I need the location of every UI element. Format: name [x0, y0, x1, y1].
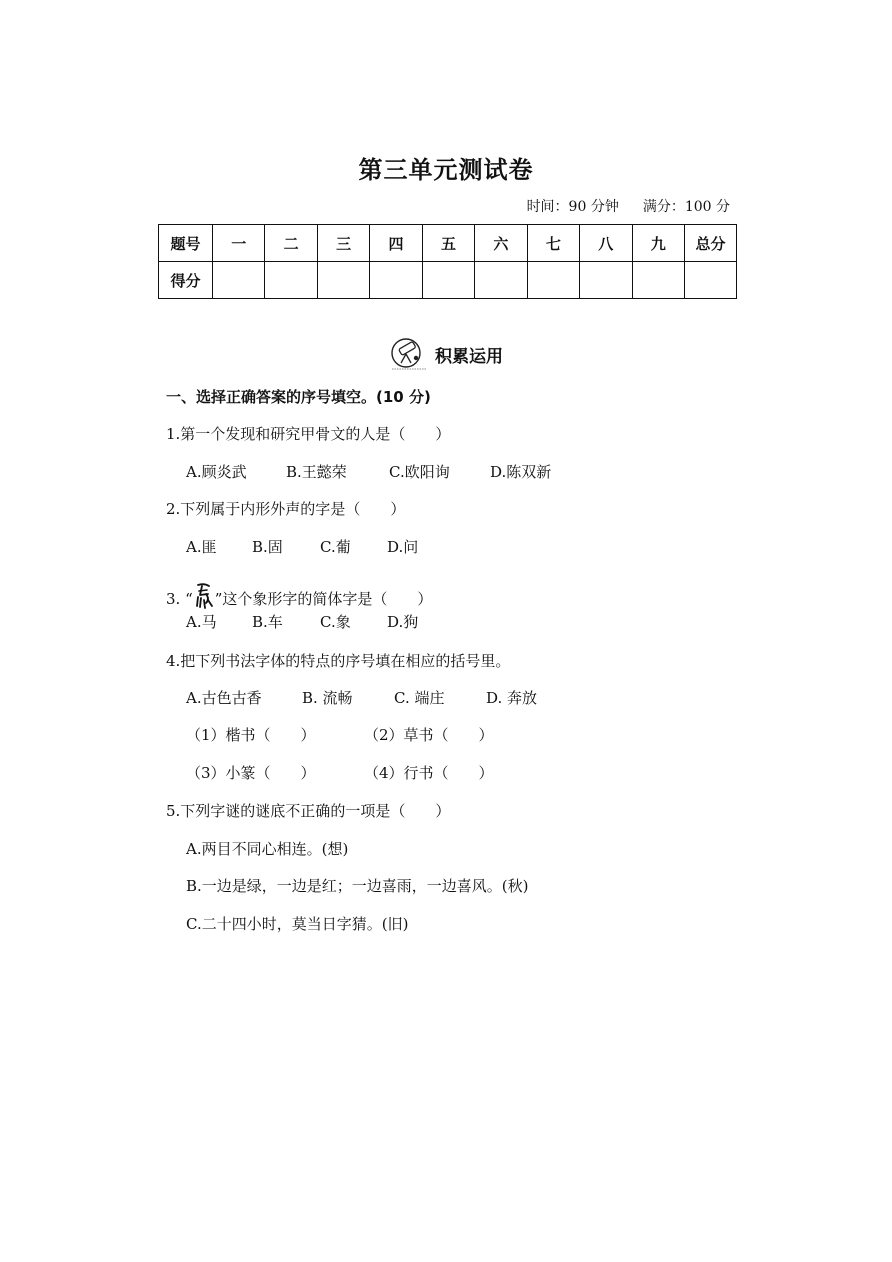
score-cell[interactable]: [475, 262, 527, 299]
option: B. 流畅: [302, 689, 353, 707]
question-3-stem: [166, 582, 432, 610]
fill-blank[interactable]: （1）楷书（ ）: [186, 726, 316, 744]
exam-time: 时间：90 分钟: [526, 199, 619, 215]
score-table-col: 二: [265, 225, 317, 262]
question-3-suffix: ”这个象形字的简体字是（ ）: [214, 590, 433, 608]
option: C.象: [320, 613, 351, 631]
telescope-emblem-icon: [389, 336, 429, 372]
score-table-col: 五: [422, 225, 474, 262]
score-table-col: 一: [213, 225, 265, 262]
option: B.固: [252, 538, 283, 556]
question-1-stem: 1.第一个发现和研究甲骨文的人是（ ）: [166, 425, 451, 443]
score-table-score-label: 得分: [159, 262, 213, 299]
score-table: [158, 224, 737, 299]
score-table-col: 六: [475, 225, 527, 262]
question-3-options: [186, 612, 418, 632]
option: C.葡: [320, 538, 351, 556]
score-cell[interactable]: [580, 262, 632, 299]
option: D.狗: [387, 613, 419, 631]
option: B.一边是绿，一边是红；一边喜雨，一边喜风。(秋): [186, 877, 529, 895]
score-table-header-label: 题号: [159, 225, 213, 262]
question-1-options: [186, 462, 551, 482]
question-3-prefix: 3. “: [166, 590, 193, 608]
question-2-options: [186, 537, 418, 557]
page-title: 第三单元测试卷: [358, 156, 534, 184]
option: A.匪: [186, 538, 217, 556]
question-2-stem: 2.下列属于内形外声的字是（ ）: [166, 500, 406, 518]
score-cell-total[interactable]: [685, 262, 737, 299]
question-4-blanks-row-2: [186, 763, 494, 783]
option: C.二十四小时，莫当日字猜。(旧): [186, 915, 409, 933]
question-4-stem: 4.把下列书法字体的特点的序号填在相应的括号里。: [166, 652, 511, 670]
exam-full-score: 满分：100 分: [642, 199, 730, 215]
option: A.古色古香: [186, 689, 262, 707]
option: A.顾炎武: [186, 463, 247, 481]
score-cell[interactable]: [422, 262, 474, 299]
score-cell[interactable]: [370, 262, 422, 299]
score-cell[interactable]: [527, 262, 579, 299]
score-table-score-row: [159, 262, 737, 299]
section-label: 积累运用: [435, 346, 503, 367]
option: D.问: [387, 538, 419, 556]
score-cell[interactable]: [213, 262, 265, 299]
question-5-stem: 5.下列字谜的谜底不正确的一项是（ ）: [166, 802, 451, 820]
exam-meta: [527, 196, 730, 216]
section-header: [0, 336, 892, 372]
option: A.马: [186, 613, 217, 631]
option: B.车: [252, 613, 283, 631]
score-cell[interactable]: [317, 262, 369, 299]
fill-blank[interactable]: （3）小篆（ ）: [186, 764, 316, 782]
score-table-col-total: 总分: [685, 225, 737, 262]
score-table-col: 九: [632, 225, 685, 262]
seal-script-horse-glyph-icon: [193, 582, 215, 610]
fill-blank[interactable]: （2）草书（ ）: [364, 726, 494, 744]
score-table-col: 七: [527, 225, 579, 262]
score-table-col: 八: [580, 225, 632, 262]
option: A.两目不同心相连。(想): [186, 840, 349, 858]
score-cell[interactable]: [265, 262, 317, 299]
score-table-col: 三: [317, 225, 369, 262]
score-cell[interactable]: [632, 262, 685, 299]
question-4-blanks-row-1: [186, 725, 494, 745]
option: D.陈双新: [490, 463, 552, 481]
option: C. 端庄: [394, 689, 445, 707]
fill-blank[interactable]: （4）行书（ ）: [364, 764, 494, 782]
question-4-options: [186, 688, 537, 708]
score-table-header-row: [159, 225, 737, 262]
option: B.王懿荣: [286, 463, 347, 481]
part-title: 一、选择正确答案的序号填空。(10 分): [166, 388, 431, 406]
option: D. 奔放: [486, 689, 538, 707]
option: C.欧阳询: [389, 463, 450, 481]
score-table-col: 四: [370, 225, 422, 262]
